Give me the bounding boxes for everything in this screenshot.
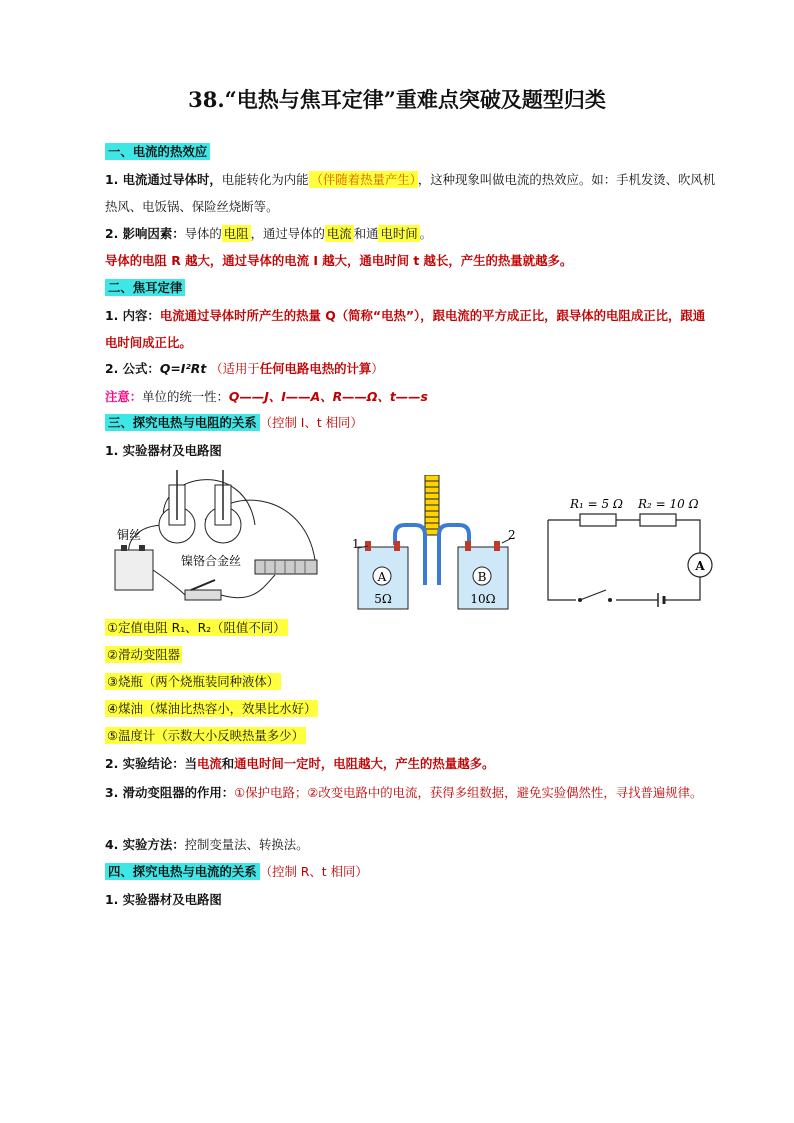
section-heading-label: 三、探究电热与电阻的关系	[105, 414, 260, 431]
paragraph-law-content	[105, 302, 717, 356]
equipment-item	[105, 619, 288, 637]
text: ）	[371, 361, 384, 376]
highlight: 电阻	[223, 226, 249, 241]
item-text: ③烧瓶（两个烧瓶装同种液体）	[107, 674, 280, 689]
section-heading-label: 四、探究电热与电流的关系	[105, 863, 260, 880]
section-heading-joule-law	[105, 279, 185, 297]
section-heading-heat-effect	[105, 143, 210, 161]
marker-1: 1	[352, 537, 360, 551]
label: 4. 实验方法：	[105, 837, 185, 852]
label: 2. 影响因素：	[105, 226, 185, 241]
text: ，通过导体的	[250, 226, 325, 241]
apparatus-illustration	[105, 465, 325, 613]
label: 注意：	[105, 389, 143, 404]
resistance-b-label: 10Ω	[470, 592, 496, 606]
jar-b-label: B	[477, 570, 487, 584]
paragraph-formula	[105, 360, 384, 378]
resistance-a-label: 5Ω	[374, 592, 392, 606]
highlight: 电时间	[380, 226, 418, 241]
text: 控制变量法、转换法。	[184, 837, 309, 852]
equipment-item	[105, 700, 318, 718]
jar-a-label: A	[377, 570, 387, 584]
sub-heading-equipment: 1. 实验器材及电路图	[105, 892, 222, 907]
equipment-item	[105, 646, 182, 664]
paragraph-units	[105, 388, 428, 406]
label: 3. 滑动变阻器的作用：	[105, 785, 235, 800]
text: 单位的统一性：	[142, 389, 229, 404]
units: Q——J、I——A、R——Ω、t——s	[228, 389, 428, 404]
u-tube-illustration	[350, 475, 520, 613]
resistor-r2	[640, 514, 676, 526]
switch	[185, 580, 221, 600]
label: 2. 公式：	[105, 361, 160, 376]
paragraph-factors	[105, 225, 432, 243]
text: 通电时间	[234, 756, 284, 771]
text: 。	[419, 226, 433, 241]
text: （控制 I、t 相同）	[259, 415, 363, 430]
resistor-r1	[580, 514, 616, 526]
text: 和通	[353, 226, 379, 241]
text: 电流通过导体时所产生的热量 Q（简称“电热”），跟电流的平方成正比，跟导体的电阻成正	[159, 308, 656, 323]
nichrome-label: 镍铬合金丝	[181, 554, 242, 568]
paragraph-summary: 导体的电阻 R 越大，通过导体的电流 I 越大，通电时间 t 越长，产生的热量就越多。	[105, 253, 573, 268]
ammeter-label: A	[695, 559, 705, 573]
text: ①保护电路；②改变电路中的电流，获得多组数据，避免实验偶然性，寻找普	[234, 785, 653, 800]
page-title: 38.“电热与焦耳定律”重难点突破及题型归类	[188, 87, 606, 112]
highlight: 电流	[326, 226, 352, 241]
label: 1. 内容：	[105, 308, 160, 323]
section-heading-current	[105, 863, 368, 881]
text: （适用于	[210, 361, 260, 376]
item-text: ②滑动变阻器	[107, 647, 181, 662]
item-text: ①定值电阻 R₁、R₂（阻值不同）	[107, 620, 286, 635]
section-heading-label: 一、电流的热效应	[105, 143, 210, 160]
section-heading-resistance	[105, 414, 363, 432]
formula: Q=I²Rt	[159, 361, 207, 376]
highlight: （伴随着热量产生）	[310, 172, 416, 187]
paragraph-conclusion	[105, 755, 494, 773]
sub-heading-equipment: 1. 实验器材及电路图	[105, 443, 222, 458]
text: 电流	[197, 756, 222, 771]
text: 当	[184, 756, 197, 771]
marker-2: 2	[508, 528, 516, 542]
section-heading-label: 二、焦耳定律	[105, 279, 185, 296]
label: 2. 实验结论：	[105, 756, 185, 771]
text: 烫、吹风机热风、电饭锅、保险丝烧断等。	[105, 172, 716, 214]
item-text: ⑤温度计（示数大小反映热量多少）	[107, 728, 304, 743]
text: 比，跟通电时间成正比。	[105, 308, 706, 350]
text: （控制 R、t 相同）	[259, 864, 368, 879]
text: 导体的	[184, 226, 222, 241]
text: 一定时，电阻越大，产生的热量越多。	[283, 756, 495, 771]
text: 遍规律。	[652, 785, 703, 800]
text: 任何电路电热的计算	[259, 361, 372, 376]
battery	[115, 545, 153, 590]
text: ，这种现象叫做电流的热效应。如：手机发	[417, 172, 654, 187]
text: 和	[221, 756, 235, 771]
flask-right	[205, 470, 241, 543]
equipment-item	[105, 727, 306, 745]
r2-label: R₂ = 10 Ω	[638, 497, 699, 511]
item-text: ④煤油（煤油比热容小，效果比水好）	[107, 701, 317, 716]
paragraph-method	[105, 836, 309, 854]
circuit-diagram	[540, 490, 720, 610]
paragraph-definition	[105, 166, 717, 220]
equipment-item	[105, 673, 281, 691]
text: 电能转化为内能	[221, 172, 309, 187]
copper-label: 铜丝	[117, 528, 142, 542]
rheostat	[255, 560, 317, 574]
r1-label: R₁ = 5 Ω	[570, 497, 623, 511]
label: 1. 电流通过导体时，	[105, 172, 222, 187]
paragraph-rheostat-role	[105, 779, 717, 806]
